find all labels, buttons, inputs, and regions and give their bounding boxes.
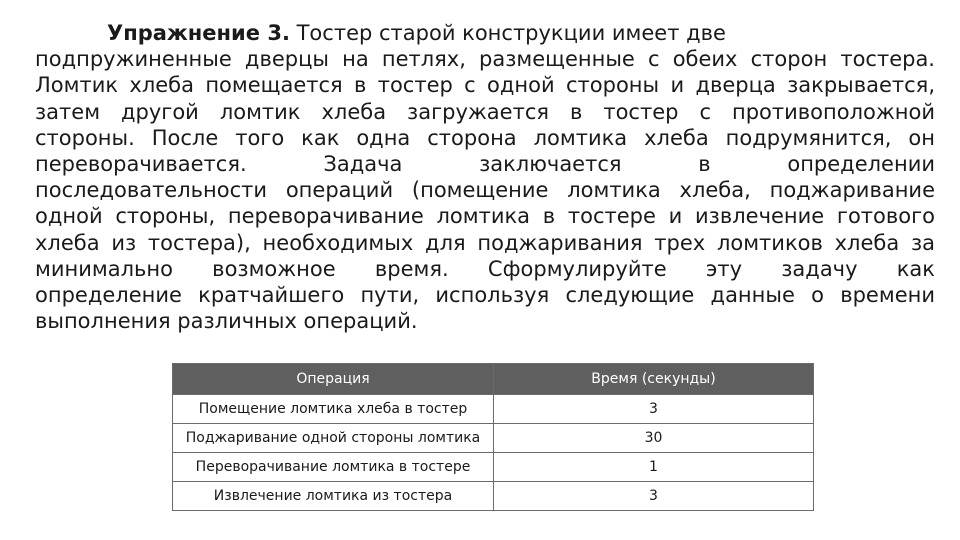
exercise-line: определение кратчайшего пути, используя следующие данные о времени — [35, 283, 935, 308]
exercise-line: подпружиненные дверцы на петлях, размещенные с обеих сторон тостера. — [35, 47, 935, 72]
exercise-line: стороны. После того как одна сторона ломтика хлеба подрумянится, он — [35, 125, 935, 150]
table-row — [173, 453, 814, 482]
table-row — [173, 424, 814, 453]
exercise-line — [35, 20, 935, 46]
table-row — [173, 395, 814, 424]
operation-cell: Переворачивание ломтика в тостере — [173, 453, 494, 482]
exercise-line: минимально возможное время. Сформулируйте эту задачу как — [35, 256, 935, 281]
exercise-line: последовательности операций (помещение ломтика хлеба, поджаривание — [35, 178, 935, 203]
exercise-line-text: Тостер старой конструкции имеет две — [296, 21, 726, 45]
time-cell: 30 — [494, 424, 814, 453]
exercise-line: Ломтик хлеба помещается в тостер с одной стороны и дверца закрывается, — [35, 73, 935, 98]
operation-cell: Помещение ломтика хлеба в тостер — [173, 395, 494, 424]
exercise-line: переворачивается. Задача заключается в определении — [35, 152, 935, 177]
time-cell: 3 — [494, 395, 814, 424]
operations-table — [172, 363, 814, 511]
operation-cell: Поджаривание одной стороны ломтика — [173, 424, 494, 453]
table-row — [173, 482, 814, 511]
operation-cell: Извлечение ломтика из тостера — [173, 482, 494, 511]
header-operation: Операция — [173, 364, 494, 395]
exercise-line: затем другой ломтик хлеба загружается в тостер с противоположной — [35, 99, 935, 124]
exercise-line: выполнения различных операций. — [35, 309, 418, 334]
exercise-line: хлеба из тостера), необходимых для поджаривания трех ломтиков хлеба за — [35, 230, 935, 255]
header-time: Время (секунды) — [494, 364, 814, 395]
exercise-text — [35, 20, 935, 334]
exercise-paragraph — [35, 20, 935, 334]
time-cell: 1 — [494, 453, 814, 482]
time-cell: 3 — [494, 482, 814, 511]
table-header-row — [173, 364, 814, 395]
exercise-title: Упражнение 3. — [107, 21, 290, 45]
exercise-line: одной стороны, переворачивание ломтика в тостере и извлечение готового — [35, 204, 935, 229]
